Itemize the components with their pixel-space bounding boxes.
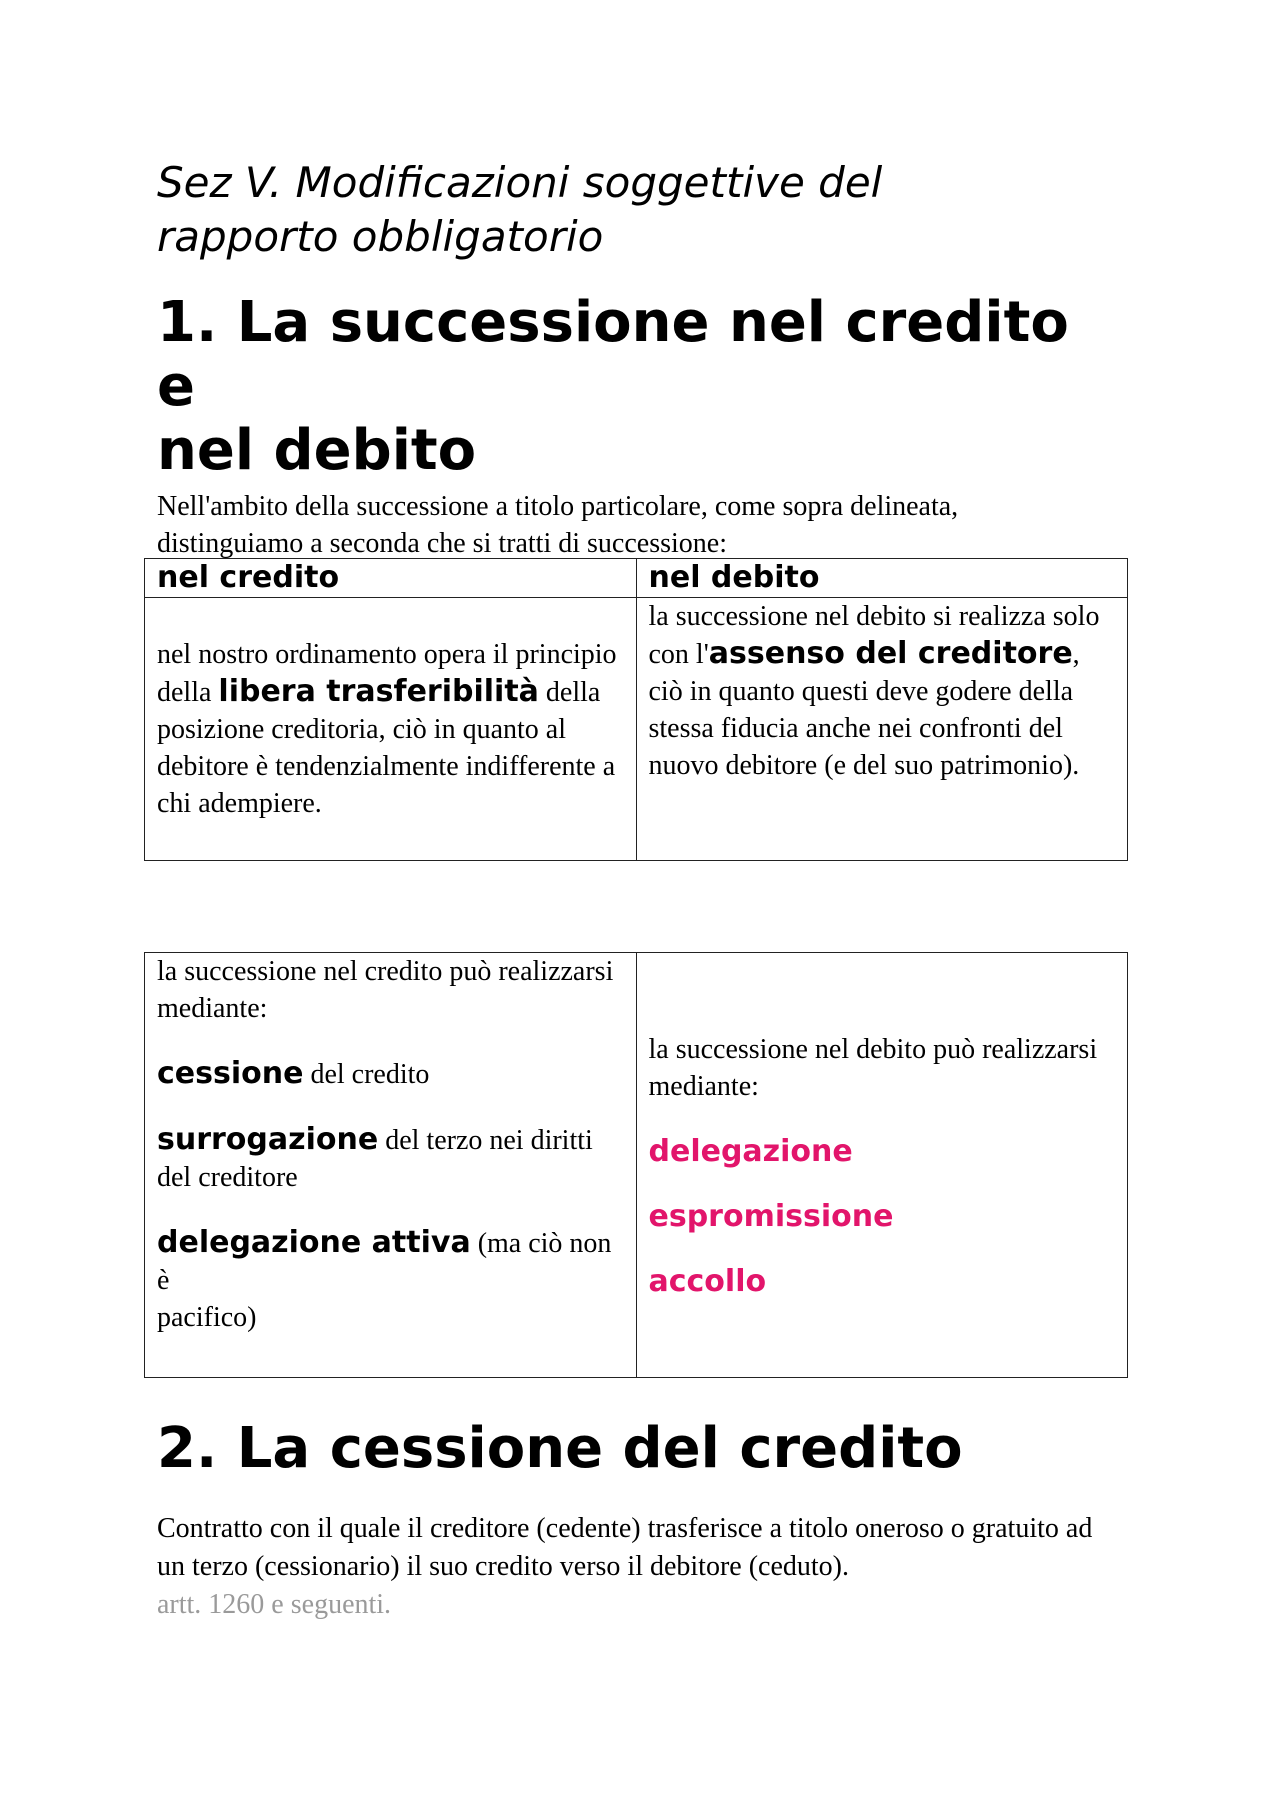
- article-reference: artt. 1260 e seguenti.: [157, 1589, 392, 1620]
- cell-intro: la successione nel debito può realizzarsi mediante:: [648, 1033, 1098, 1102]
- method-bold: cessione: [157, 1056, 304, 1091]
- method-bold: delegazione attiva: [157, 1225, 471, 1260]
- method-delegazione: delegazione: [648, 1133, 853, 1169]
- section-title-line: Sez V. Modificazioni soggettive del: [157, 158, 883, 207]
- cell-text: , ciò in quanto questi deve godere della stessa fiducia anche nei confronti del nuovo debitore (e del suo patrimonio).: [648, 639, 1080, 781]
- method-text: (ma ciò non è: [157, 1228, 612, 1296]
- method-text: del credito: [303, 1059, 430, 1090]
- methods-table: [144, 952, 1128, 1378]
- cell-text: la successione nel debito si realizza solo con l': [648, 601, 1100, 670]
- method-text: del terzo nei diritti: [378, 1125, 593, 1156]
- cell-credito-methods: [145, 953, 637, 1378]
- cell-bold-text: assenso del creditore: [708, 636, 1073, 671]
- cell-text: della posizione creditoria, ciò in quanto al debitore è tendenzialmente indifferente a chi adempiere.: [157, 677, 616, 819]
- definition-text: Contratto con il quale il creditore (cedente) trasferisce a titolo oneroso o gratuito ad un terzo (cessionario) il suo credito verso il debitore (ceduto).: [157, 1513, 1093, 1582]
- comparison-table: [144, 558, 1128, 861]
- method-text: pacifico): [157, 1302, 257, 1333]
- table-row: [145, 598, 1128, 861]
- method-espromissione: espromissione: [648, 1198, 894, 1234]
- cell-text: nel nostro ordinamento opera il principio della: [157, 639, 617, 708]
- section-title-line: rapporto obbligatorio: [157, 212, 604, 261]
- heading-cessione: 2. La cessione del credito: [157, 1416, 963, 1481]
- cell-intro: la successione nel credito può realizzarsi mediante:: [157, 956, 614, 1024]
- intro-paragraph: [157, 488, 1117, 562]
- method-text: del creditore: [157, 1162, 298, 1193]
- method-item: [157, 1055, 624, 1093]
- table-header-row: [145, 559, 1128, 598]
- heading-line: nel debito: [157, 418, 477, 483]
- table-row: [145, 953, 1128, 1378]
- header-nel-debito: nel debito: [636, 559, 1128, 598]
- method-item: [157, 1121, 624, 1196]
- cell-bold-text: libera trasferibilità: [218, 674, 539, 709]
- method-bold: surrogazione: [157, 1122, 379, 1157]
- cell-debito-methods: [636, 953, 1128, 1378]
- intro-line: distinguiamo a seconda che si tratti di successione:: [157, 528, 727, 559]
- cell-credito: [145, 598, 637, 861]
- cell-debito: [636, 598, 1128, 861]
- header-nel-credito: nel credito: [145, 559, 637, 598]
- definition-paragraph: [157, 1510, 1117, 1624]
- intro-line: Nell'ambito della successione a titolo particolare, come sopra delineata,: [157, 491, 959, 522]
- section-title: [157, 156, 1117, 264]
- method-item: [157, 1224, 624, 1336]
- heading-successione: [157, 291, 1117, 483]
- method-accollo: accollo: [648, 1263, 767, 1299]
- heading-line: 1. La successione nel credito e: [157, 290, 1069, 419]
